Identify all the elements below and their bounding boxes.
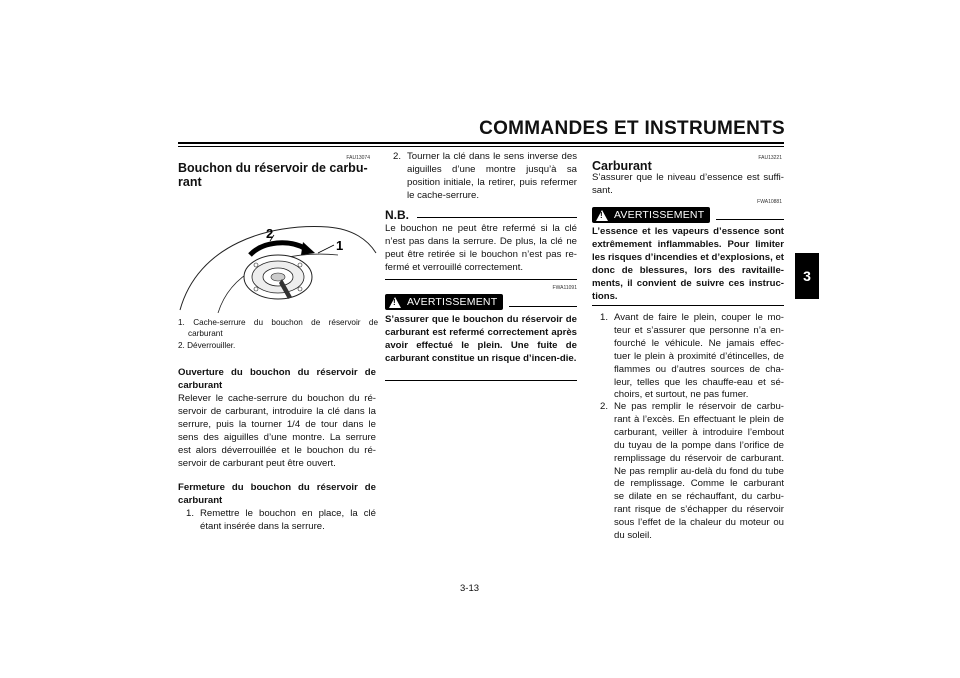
caption-2: 2. Déverrouiller.: [178, 341, 236, 351]
header-rule-thin: [178, 146, 784, 147]
page-header-title: COMMANDES ET INSTRUMENTS: [479, 118, 785, 139]
close-heading: Fermeture du bouchon du réservoir de carburant: [178, 482, 376, 506]
nb-label: N.B.: [385, 208, 409, 222]
figure-captions: [178, 318, 378, 352]
fuel-item-2: 2. Ne pas remplir le réservoir de carbu-rant à l’excès. En effectuant le plein de carburant, veiller à introduire l’embout du tuyau de la pompe dans l’orifice de remplissage du réservoir de carburant. Ne pas remplir au-delà du fond du tube de remplissage. Comme le carburant se dilate en se réchauffant, du carbu-rant risque de s’échapper du réservoir sous l’effet de la chaleur du moteur ou du soleil.: [600, 401, 784, 542]
fuel-warning-code: FWA10881: [757, 199, 782, 205]
fuel-cap-illustration: [178, 205, 378, 313]
fuel-intro: S’assurer que le niveau d’essence est suffi-sant.: [592, 172, 784, 196]
fuel-item-1-text: Avant de faire le plein, couper le mo-teur et s’assurer que personne n’a en-fourché le véhicule. Ne jamais effec-tuer le plein à proximité d’étincelles, de flammes ou d’autres sources de cha-leur, telles que les chauffe-eau et sé-choirs, et surtout, ne pas fumer.: [614, 312, 784, 401]
section-heading: Bouchon du réservoir de carbu- rant: [178, 161, 368, 189]
warning-text: S’assurer que le bouchon du réservoir de carburant est refermé correctement après avoir effectué le plein. Une fuite de carburant constitue un risque d’incen-die.: [385, 314, 577, 364]
warning-code: FWA11091: [552, 285, 577, 291]
fuel-item-1: 1. Avant de faire le plein, couper le mo-teur et s’assurer que personne n’a en-fourché le véhicule. Ne jamais effec-tuer le plein à proximité d’étincelles, de flammes ou d’autres sources de cha-leur, telles que les chauffe-eau et sé-choirs, et surtout, ne pas fumer.: [600, 312, 784, 401]
section-code: FAU13074: [346, 155, 370, 161]
warning-icon: !: [596, 210, 608, 221]
section-code-fuel: FAU13221: [758, 155, 782, 161]
warning-header: [385, 294, 577, 310]
warning-badge: [385, 294, 503, 310]
step-2: 2. Tourner la clé dans le sens inverse des aiguilles d’une montre jusqu’à sa position initiale, la retirer, puis refermer le cache-serrure.: [393, 151, 577, 201]
nb-end-rule: [385, 279, 577, 280]
header-rule: [178, 142, 784, 144]
open-heading: Ouverture du bouchon du réservoir de carburant: [178, 367, 376, 391]
page-number: 3-13: [460, 583, 480, 594]
callout-2: 2: [266, 226, 274, 241]
caption-1: 1. Cache-serrure du bouchon de réservoir de carburant: [178, 318, 378, 338]
nb-header: [385, 208, 577, 222]
warning-label: AVERTISSEMENT: [407, 296, 498, 308]
callout-1: 1: [336, 238, 344, 253]
fuel-warning-text: L’essence et les vapeurs d’essence sont extrêmement inflammables. Pour limiter les risques d’incendies et d’explosions, et donc de blessures, lors des ravitaille-ments, il convient de suivre ces instruc-tions.: [592, 226, 784, 302]
fuel-warning-badge: [592, 207, 710, 223]
warning-end-rule: [385, 380, 577, 381]
open-text: Relever le cache-serrure du bouchon du ré-servoir de carburant, introduire la clé dans la serrure, puis la tourner 1/4 de tour dans le sens des aiguilles d’une montre. La serrure est alors déverrouillée et le bouchon du ré-servoir de carburant peut être ouvert.: [178, 393, 376, 469]
fuel-warning-header: [592, 207, 784, 223]
warning-icon: !: [389, 297, 401, 308]
nb-text: Le bouchon ne peut être refermé si la clé n’est pas dans la serrure. De plus, la clé ne peut être retirée si le bouchon n’est pas re-fermé et verrouillé correctement.: [385, 223, 577, 273]
chapter-tab: 3: [795, 253, 819, 299]
fuel-item-2-text: Ne pas remplir le réservoir de carbu-rant à l’excès. En effectuant le plein de carburant, veiller à introduire l’embout du tuyau de la pompe dans l’orifice de remplissage du réservoir de carburant. Ne pas remplir au-delà du fond du tube de remplissage. Comme le carburant se dilate en se réchauffant, du carbu-rant risque de s’échapper du réservoir sous l’effet de la chaleur du moteur ou du soleil.: [614, 401, 784, 542]
fuel-heading: Carburant: [592, 159, 652, 173]
step-1: 1. Remettre le bouchon en place, la clé étant insérée dans la serrure.: [186, 508, 376, 532]
fuel-warning-label: AVERTISSEMENT: [614, 209, 705, 221]
fuel-warning-end-rule: [592, 305, 784, 306]
step-1-text: Remettre le bouchon en place, la clé étant insérée dans la serrure.: [200, 508, 376, 532]
nb-rule: [417, 217, 577, 218]
step-2-text: Tourner la clé dans le sens inverse des aiguilles d’une montre jusqu’à sa position initiale, la retirer, puis refermer le cache-serrure.: [407, 151, 577, 201]
